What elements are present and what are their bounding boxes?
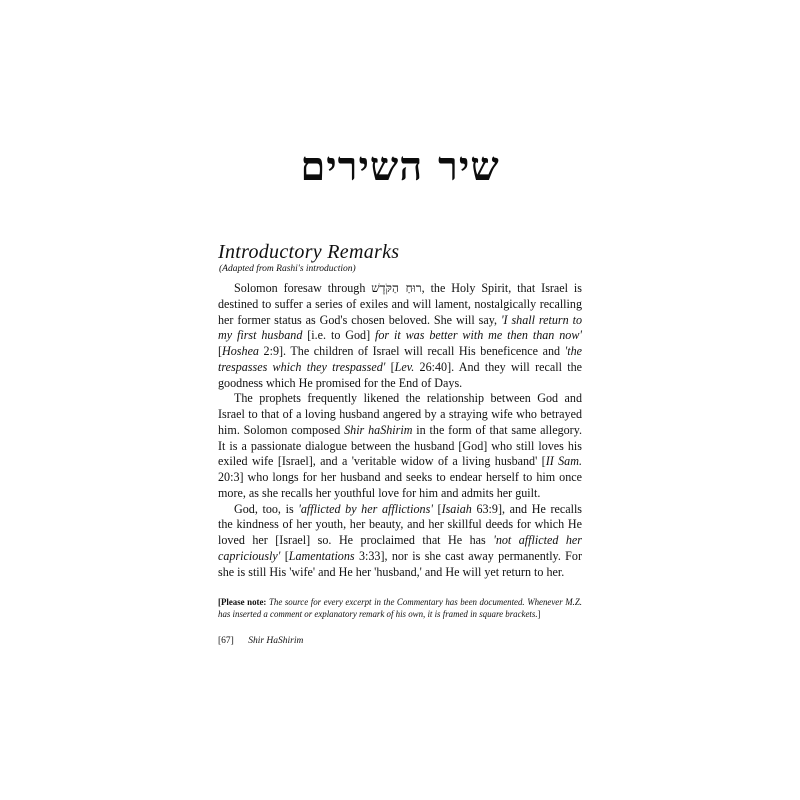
italic-run: Isaiah	[441, 501, 472, 516]
hebrew-term: רוּחַ הַקֹּדֶשׁ	[371, 281, 422, 295]
paragraph-3	[218, 502, 582, 581]
text-run: [i.e. to God]	[302, 328, 375, 343]
section-heading: Introductory Remarks	[218, 241, 400, 263]
text-run: [	[280, 548, 289, 563]
text-run: [	[432, 501, 442, 516]
note-text: The source for every excerpt in the Commentary has been documented. Whenever M.Z. has inserted a comment or explanatory remark of his own, it is framed in square brackets.	[218, 597, 582, 619]
italic-run: Lamentations	[288, 548, 355, 563]
text-run: in the form of that same allegory. It is a passionate dialogue between the husband [God] who still loves his exiled wife [Israel], and a 'veritable widow of a living husband' [	[218, 422, 582, 469]
page-footer	[218, 636, 303, 646]
text-run: [	[385, 359, 395, 374]
hebrew-title: שיר השירים	[300, 143, 500, 190]
italic-run: Hoshea	[222, 344, 259, 358]
body-text	[218, 281, 582, 580]
note-close: ]	[537, 608, 541, 619]
text-run: 2:9]. The children of Israel will recall His beneficence and	[258, 344, 565, 358]
italic-run: 'afflicted by her afflictions'	[298, 501, 433, 516]
text-run: 20:3] who longs for her husband and seeks to endear herself to him once more, as she recalls her youthful love for him and admits her guilt.	[218, 470, 582, 500]
editorial-note	[218, 597, 582, 620]
italic-run: 'I shall return to my first husband	[218, 312, 582, 343]
note-label: [Please note:	[218, 597, 267, 607]
text-run: , the Holy Spirit, that Israel is destined to suffer a series of exiles and will lament, nostalgically recalling her former status as God's chosen beloved. She will say,	[218, 281, 582, 327]
text-run: 63:9], and He recalls the kindness of her youth, her beauty, and her skillful deeds for which He loved her [Israel] so. He proclaimed that He has	[218, 501, 583, 547]
italic-run: 'the trespasses which they trespassed'	[218, 344, 582, 374]
italic-run: 'not afflicted her capriciously'	[218, 533, 582, 563]
paragraph-2	[218, 391, 582, 501]
italic-run: for it was better with me then than now'	[375, 328, 582, 343]
page-number: [67]	[218, 636, 234, 646]
italic-run: Lev.	[394, 359, 415, 374]
text-run: Solomon foresaw through	[234, 281, 372, 295]
italic-run: Shir haShirim	[344, 422, 413, 437]
text-run: [	[218, 344, 223, 358]
italic-run: II Sam.	[545, 454, 582, 469]
text-run: 26:40]. And they will recall the goodness which He promised for the End of Days.	[218, 359, 582, 390]
text-run: 3:33], nor is she cast away permanently. For she is still His 'wife' and He her 'husband,' and He will yet return to her.	[218, 548, 582, 579]
text-run: God, too, is	[234, 501, 299, 516]
section-subheading: (Adapted from Rashi's introduction)	[219, 264, 356, 274]
paragraph-1	[218, 281, 582, 391]
running-title: Shir HaShirim	[248, 636, 304, 646]
text-run: The prophets frequently likened the relationship between God and Israel to that of a loving husband angered by a straying wife who betrayed him. Solomon composed	[218, 391, 582, 437]
